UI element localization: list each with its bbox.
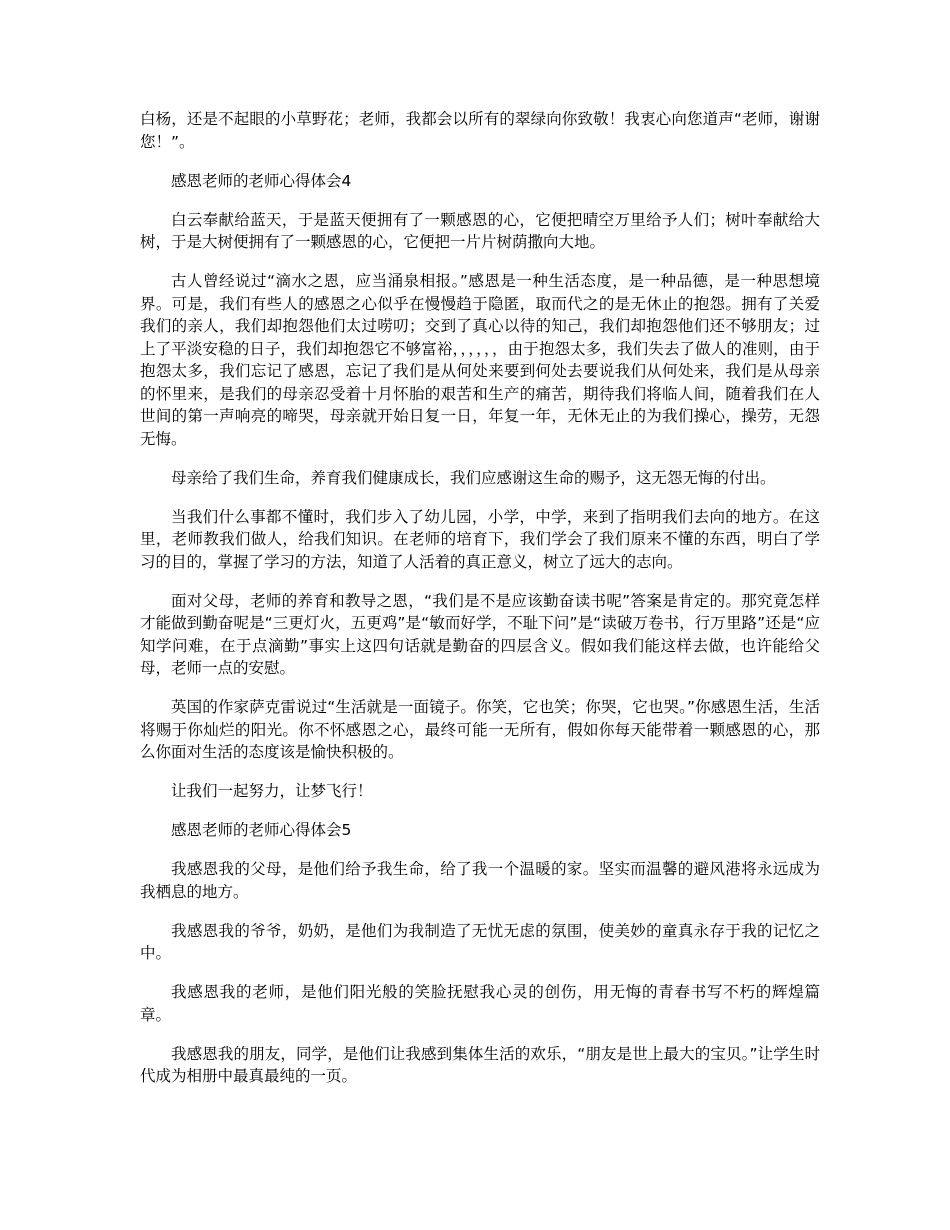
- paragraph: 面对父母，老师的养育和教导之恩，“我们是不是应该勤奋读书呢”答案是肯定的。那究竟怎样才能做到勤奋呢是“三更灯火，五更鸡”是“敏而好学，不耻下问”是“读破万卷书，行万里路”还是“应知学问难，在于点滴勤”事实上这四句话就是勤奋的四层含义。假如我们能这样去做，也许能给父母，老师一点的安慰。: [140, 591, 820, 677]
- paragraph: 当我们什么事都不懂时，我们步入了幼儿园，小学，中学，来到了指明我们去向的地方。在这里，老师教我们做人，给我们知识。在老师的培育下，我们学会了我们原来不懂的东西，明白了学习的目的，掌握了学习的方法，知道了人活着的真正意义，树立了远大的志向。: [140, 507, 820, 571]
- paragraph: 我感恩我的爷爷，奶奶，是他们为我制造了无忧无虑的氛围，使美妙的童真永存于我的记忆之中。: [140, 921, 820, 962]
- paragraph: 白云奉献给蓝天，于是蓝天便拥有了一颗感恩的心，它便把晴空万里给予人们；树叶奉献给大树，于是大树便拥有了一颗感恩的心，它便把一片片树荫撒向大地。: [140, 210, 820, 251]
- paragraph: 英国的作家萨克雷说过“生活就是一面镜子。你笑，它也笑；你哭，它也哭。”你感恩生活，生活将赐于你灿烂的阳光。你不怀感恩之心，最终可能一无所有，假如你每天能带着一颗感恩的心，那么你面对生活的态度该是愉快积极的。: [140, 698, 820, 761]
- paragraph-continued: 白杨，还是不起眼的小草野花；老师，我都会以所有的翠绿向你致敬！我衷心向您道声“老师，谢谢您！”。: [140, 110, 820, 151]
- section-heading-4: 感恩老师的老师心得体会4: [171, 171, 352, 190]
- document-body: [140, 108, 820, 1104]
- paragraph: 让我们一起努力，让梦飞行！: [171, 782, 373, 800]
- paragraph: 我感恩我的朋友，同学，是他们让我感到集体生活的欢乐，“朋友是世上最大的宝贝。”让学生时代成为相册中最真最纯的一页。: [140, 1044, 820, 1085]
- section-heading-5: 感恩老师的老师心得体会5: [171, 821, 352, 839]
- paragraph: 古人曾经说过“滴水之恩，应当涌泉相报。”感恩是一种生活态度，是一种品德，是一种思想境界。可是，我们有些人的感恩之心似乎在慢慢趋于隐匿，取而代之的是无休止的抱怨。拥有了关爱我们的亲人，我们却抱怨他们太过唠叨；交到了真心以待的知己，我们却抱怨他们还不够朋友；过上了平淡安稳的日子，我们却抱怨它不够富裕，，，，，，由于抱怨太多，我们失去了做人的准则，由于抱怨太多，我们忘记了感恩，忘记了我们是从何处来要到何处去要说我们从何处来，我们是从母亲的怀里来，是我们的母亲忍受着十月怀胎的艰苦和生产的痛苦，期待我们将临人间，随着我们在人世间的第一声响亮的啼哭，母亲就开始日复一日，年复一年，无休无止的为我们操心，操劳，无怨无悔。: [140, 272, 820, 448]
- paragraph: 我感恩我的父母，是他们给予我生命，给了我一个温暖的家。坚实而温馨的避风港将永远成为我栖息的地方。: [140, 860, 820, 901]
- paragraph: 母亲给了我们生命，养育我们健康成长，我们应感谢这生命的赐予，这无怨无悔的付出。: [171, 468, 776, 487]
- paragraph: 我感恩我的老师，是他们阳光般的笑脸抚慰我心灵的创伤，用无悔的青春书写不朽的辉煌篇章。: [140, 983, 820, 1024]
